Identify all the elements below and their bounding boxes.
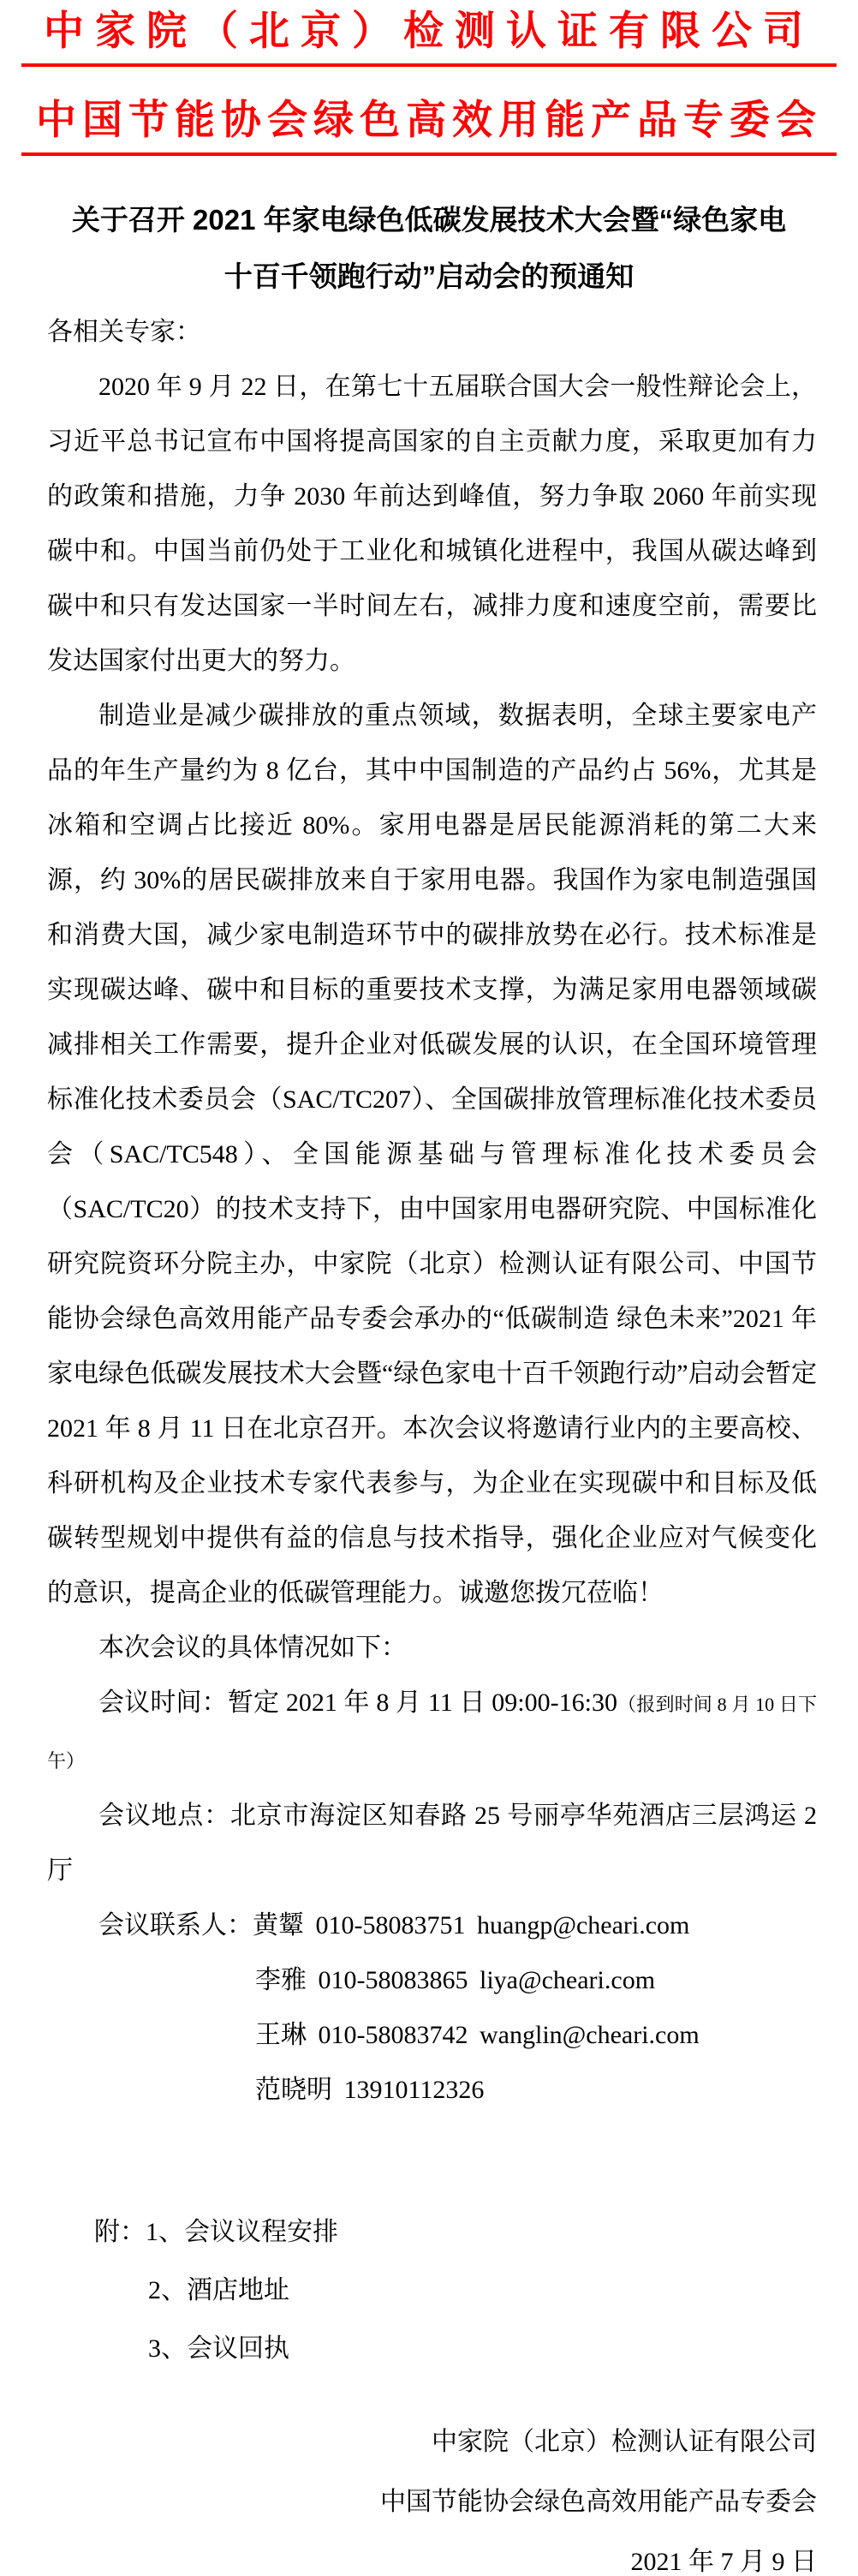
- contacts-label: 会议联系人：: [98, 1911, 253, 1939]
- meeting-time-line: [47, 1676, 817, 1789]
- contact-name: 范晓明: [255, 2076, 332, 2104]
- contact-line-2: [47, 1953, 817, 2008]
- attachment-1-text: 1、会议议程安排: [146, 2218, 338, 2246]
- document-body: [47, 305, 817, 2576]
- attachment-item-2: 2、酒店地址: [148, 2276, 289, 2304]
- contact-line-1: [47, 1898, 817, 1953]
- signature-org2: 中国节能协会绿色高效用能产品专委会: [380, 2488, 817, 2516]
- document-title: [0, 192, 858, 305]
- details-intro: 本次会议的具体情况如下：: [98, 1634, 407, 1662]
- meeting-location-line: [47, 1789, 817, 1898]
- meeting-time-label: 会议时间：: [98, 1688, 228, 1717]
- attachments-label: 附：: [94, 2218, 146, 2246]
- attachment-item-1: [47, 2203, 817, 2262]
- contact-phone: 010-58083742: [318, 2021, 468, 2049]
- signature-block: [47, 2412, 817, 2576]
- meeting-location-value: 北京市海淀区知春路 25 号丽亭华苑酒店三层鸿运 2 厅: [47, 1802, 818, 1885]
- document-title-line1: 关于召开 2021 年家电绿色低碳发展技术大会暨“绿色家电: [71, 204, 787, 236]
- contact-line-3: [47, 2008, 817, 2063]
- paragraph-2: 制造业是减少碳排放的重点领域，数据表明，全球主要家电产品的年生产量约为 8 亿台，其中中国制造的产品约占 56%，尤其是冰箱和空调占比接近 80%。家用电器是居民能源消耗的第二大来源，约 30%的居民碳排放来自于家用电器。我国作为家电制造强国和消费大国，减少家电制造环节中的碳排放势在必行。技术标准是实现碳达峰、碳中和目标的重要技术支撑，为满足家用电器领域碳减排相关工作需要，提升企业对低碳发展的认识，在全国环境管理标准化技术委员会（SAC/TC207）、全国碳排放管理标准化技术委员会（SAC/TC548）、全国能源基础与管理标准化技术委员会（SAC/TC20）的技术支持下，由中国家用电器研究院、中国标准化研究院资环分院主办，中家院（北京）检测认证有限公司、中国节能协会绿色高效用能产品专委会承办的“低碳制造 绿色未来”2021 年家电绿色低碳发展技术大会暨“绿色家电十百千领跑行动”启动会暂定 2021 年 8 月 11 日在北京召开。本次会议将邀请行业内的主要高校、科研机构及企业技术专家代表参与，为企业在实现碳中和目标及低碳转型规划中提供有益的信息与技术指导，强化企业应对气候变化的意识，提高企业的低碳管理能力。诚邀您拨冗莅临！: [47, 702, 817, 1607]
- paragraph-1: 2020 年 9 月 22 日，在第七十五届联合国大会一般性辩论会上，习近平总书记宣布中国将提高国家的自主贡献力度，采取更加有力的政策和措施，力争 2030 年前达到峰值，努力争取 2060 年前实现碳中和。中国当前仍处于工业化和城镇化进程中，我国从碳达峰到碳中和只有发达国家一半时间左右，减排力度和速度空前，需要比发达国家付出更大的努力。: [47, 373, 817, 675]
- signature-date: 2021 年 7 月 9 日: [630, 2548, 817, 2576]
- contact-phone: 010-58083865: [318, 1966, 468, 1994]
- letterhead: [21, 5, 837, 156]
- signature-org1: 中家院（北京）检测认证有限公司: [432, 2428, 817, 2456]
- attachments-list: [47, 2203, 817, 2378]
- letterhead-org1: 中家院（北京）检测认证有限公司: [21, 5, 837, 67]
- attachment-item-3: 3、会议回执: [148, 2334, 289, 2363]
- meeting-location-label: 会议地点：: [98, 1802, 230, 1830]
- meeting-time-value: 暂定 2021 年 8 月 11 日 09:00-16:30: [227, 1688, 617, 1717]
- document-title-line2: 十百千领跑行动”启动会的预通知: [223, 260, 635, 292]
- contact-name: 黄颦: [253, 1911, 304, 1939]
- letterhead-org2: 中国节能协会绿色高效用能产品专委会: [21, 94, 837, 156]
- contact-line-4: [47, 2063, 817, 2118]
- meeting-time-note: （报到时间 8 月 10 日下午）: [47, 1694, 817, 1772]
- contact-phone: 13910112326: [343, 2076, 485, 2104]
- contact-email: wanglin@cheari.com: [480, 2021, 700, 2049]
- contact-email: huangp@cheari.com: [477, 1911, 690, 1939]
- contact-name: 李雅: [255, 1966, 307, 1994]
- contact-email: liya@cheari.com: [480, 1966, 656, 1994]
- contact-name: 王琳: [255, 2021, 307, 2049]
- contact-phone: 010-58083751: [315, 1911, 466, 1939]
- salutation: 各相关专家：: [47, 318, 201, 346]
